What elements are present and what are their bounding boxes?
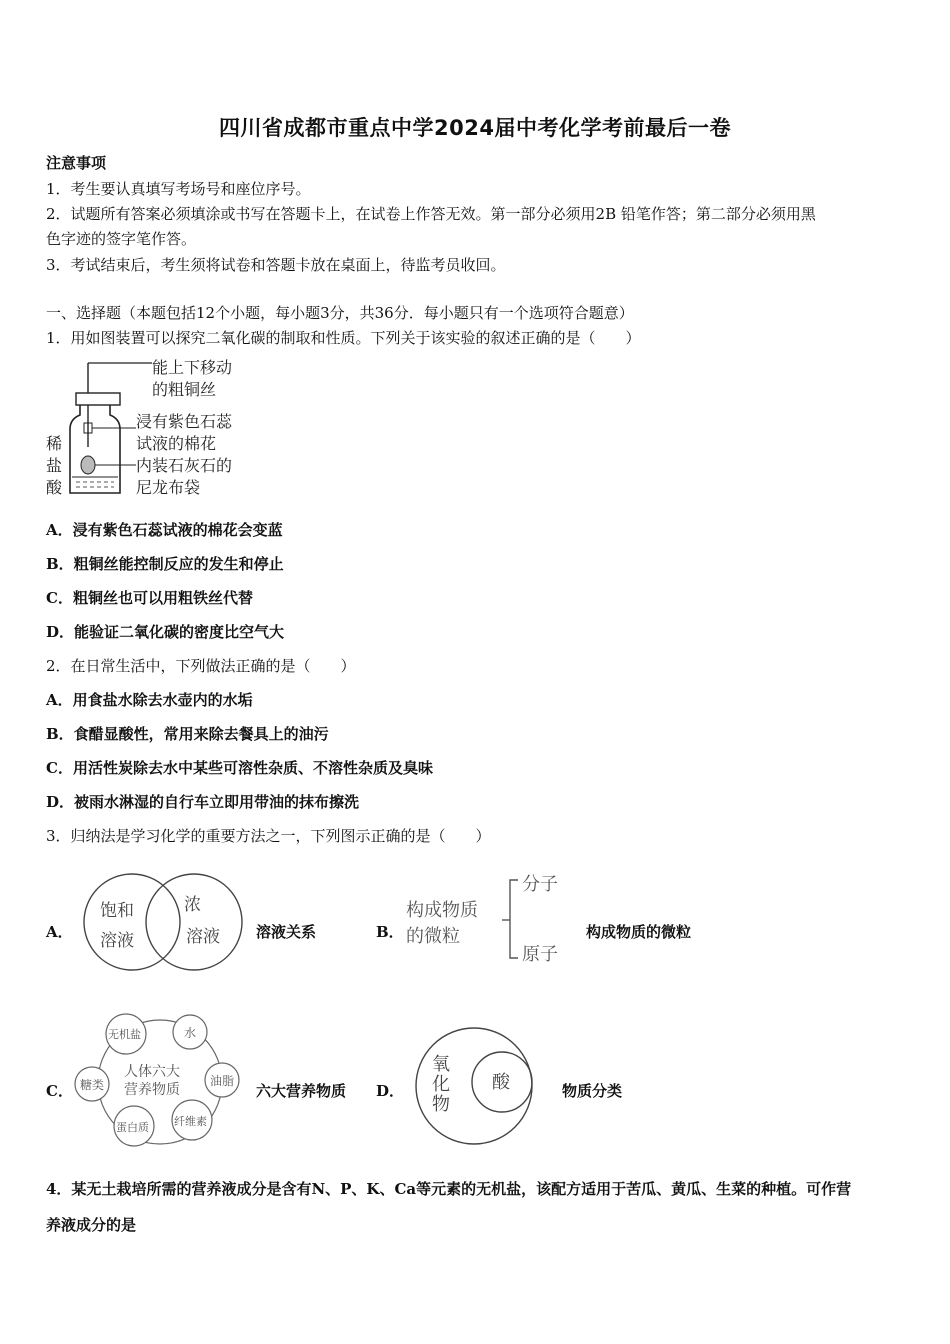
tree-root-label: 构成物质 bbox=[406, 900, 478, 921]
classification-diagram bbox=[404, 1026, 544, 1146]
tree-branch-label: 原子 bbox=[522, 944, 558, 965]
bag-label: 内装石灰石的 bbox=[136, 456, 233, 475]
outer-label-char: 物 bbox=[432, 1094, 450, 1115]
venn-left-label: 溶液 bbox=[100, 931, 134, 951]
page-title: 四川省成都市重点中学2024届中考化学考前最后一卷 bbox=[219, 116, 731, 140]
particle-tree-diagram bbox=[402, 868, 582, 972]
q1-option-c: C．粗铜丝也可以用粗铁丝代替 bbox=[46, 589, 253, 607]
inner-label: 酸 bbox=[492, 1072, 510, 1093]
question-2-stem: 2．在日常生活中，下列做法正确的是（ ） bbox=[46, 657, 356, 675]
notice-item: 3．考试结束后，考生须将试卷和答题卡放在桌面上，待监考员收回。 bbox=[46, 256, 506, 274]
q3-option-a-caption: 溶液关系 bbox=[256, 923, 317, 941]
cotton-label: 试液的棉花 bbox=[136, 434, 217, 453]
q3-option-a-letter: A． bbox=[46, 923, 73, 941]
nutrient-node-label: 蛋白质 bbox=[116, 1121, 149, 1134]
q3-option-b-letter: B． bbox=[376, 923, 404, 941]
bag-label: 尼龙布袋 bbox=[136, 478, 201, 497]
nutrient-node-label: 油脂 bbox=[210, 1074, 235, 1088]
notice-item: 2．试题所有答案必须填涂或书写在答题卡上，在试卷上作答无效。第一部分必须用2B 铅笔作答；第二部分必须用黑 bbox=[46, 205, 816, 223]
question-3-stem: 3．归纳法是学习化学的重要方法之一，下列图示正确的是（ ） bbox=[46, 827, 491, 845]
q2-option-c: C．用活性炭除去水中某些可溶性杂质、不溶性杂质及臭味 bbox=[46, 759, 433, 777]
q3-option-d-caption: 物质分类 bbox=[562, 1082, 623, 1100]
outer-label-char: 化 bbox=[432, 1074, 450, 1095]
acid-label-char: 盐 bbox=[46, 456, 63, 475]
cotton-label: 浸有紫色石蕊 bbox=[136, 412, 233, 431]
nutrient-node-label: 水 bbox=[184, 1026, 197, 1040]
outer-label-char: 氧 bbox=[432, 1054, 450, 1075]
question-1-stem: 1．用如图装置可以探究二氧化碳的制取和性质。下列关于该实验的叙述正确的是（ ） bbox=[46, 329, 641, 347]
nutrient-node-label: 糖类 bbox=[80, 1078, 105, 1092]
q3-option-b-caption: 构成物质的微粒 bbox=[586, 923, 692, 941]
question-4-line: 4．某无土栽培所需的营养液成分是含有N、P、K、Ca等元素的无机盐，该配方适用于苦瓜、黄瓜、生菜的种植。可作营 bbox=[46, 1180, 852, 1198]
wire-label: 的粗铜丝 bbox=[152, 380, 217, 399]
q1-option-d: D．能验证二氧化碳的密度比空气大 bbox=[46, 623, 285, 641]
nutrient-node-label: 无机盐 bbox=[108, 1028, 141, 1041]
notice-item: 色字迹的签字笔作答。 bbox=[46, 230, 197, 248]
acid-label-char: 酸 bbox=[46, 478, 63, 497]
nutrients-center-label: 人体六大 bbox=[124, 1064, 180, 1080]
q3-option-c-caption: 六大营养物质 bbox=[256, 1082, 347, 1100]
apparatus-figure bbox=[40, 355, 260, 505]
q2-option-d: D．被雨水淋湿的自行车立即用带油的抹布擦洗 bbox=[46, 793, 360, 811]
venn-diagram bbox=[74, 870, 254, 974]
question-4-line: 养液成分的是 bbox=[46, 1216, 137, 1234]
notice-item: 1．考生要认真填写考场号和座位序号。 bbox=[46, 180, 311, 198]
q1-option-a: A．浸有紫色石蕊试液的棉花会变蓝 bbox=[46, 521, 283, 539]
nutrients-diagram bbox=[72, 1010, 248, 1150]
tree-root-label: 的微粒 bbox=[406, 926, 460, 947]
venn-right-label: 溶液 bbox=[186, 927, 220, 947]
nutrient-node-label: 纤维素 bbox=[174, 1115, 207, 1128]
venn-right-label: 浓 bbox=[184, 895, 201, 915]
tree-branch-label: 分子 bbox=[522, 874, 558, 895]
q1-option-b: B．粗铜丝能控制反应的发生和停止 bbox=[46, 555, 284, 573]
q2-option-b: B．食醋显酸性，常用来除去餐具上的油污 bbox=[46, 725, 329, 743]
notice-heading: 注意事项 bbox=[46, 154, 107, 172]
q3-option-c-letter: C． bbox=[46, 1082, 73, 1100]
nutrients-center-label: 营养物质 bbox=[124, 1082, 180, 1098]
q3-option-d-letter: D． bbox=[376, 1082, 405, 1100]
venn-left-label: 饱和 bbox=[100, 901, 134, 921]
wire-label: 能上下移动 bbox=[152, 358, 233, 377]
q2-option-a: A．用食盐水除去水壶内的水垢 bbox=[46, 691, 253, 709]
section-heading: 一、选择题（本题包括12个小题，每小题3分，共36分．每小题只有一个选项符合题意） bbox=[46, 304, 634, 322]
acid-label-char: 稀 bbox=[46, 434, 63, 453]
